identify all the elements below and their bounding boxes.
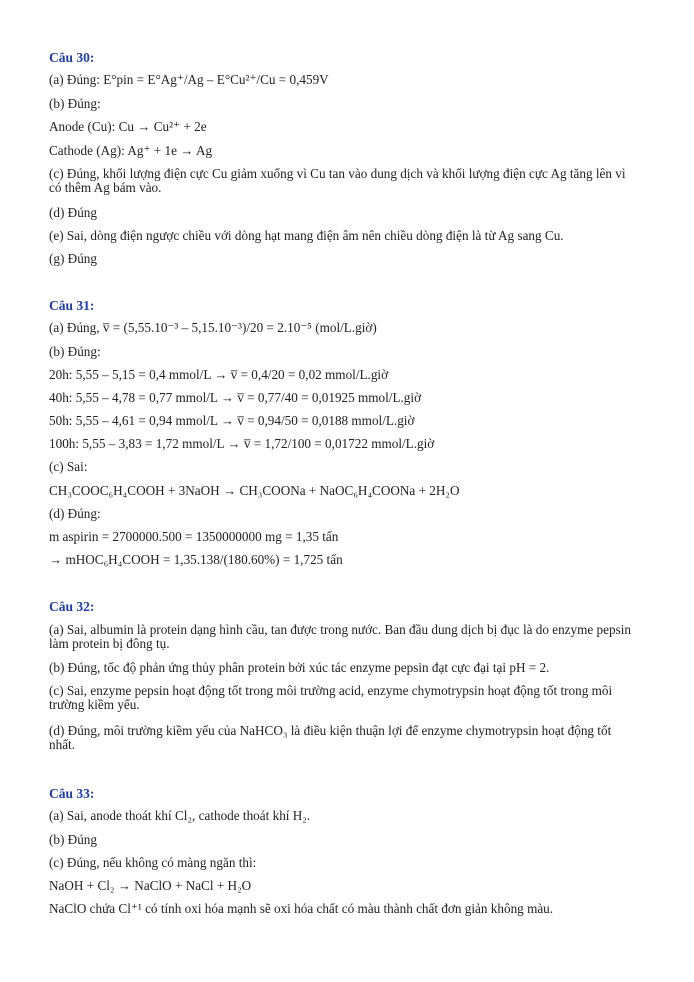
- q30-line-g: (g) Đúng: [49, 251, 97, 266]
- q30-line-a: (a) Đúng: E°pin = E°Ag⁺/Ag – E°Cu²⁺/Cu = 0,459V: [49, 72, 329, 87]
- q33-line-c: (c) Đúng, nếu không có màng ngăn thì:: [49, 855, 257, 870]
- q30-line-e: (e) Sai, dòng điện ngược chiều với dòng hạt mang điện âm nên chiều dòng điện là từ Ag sang Cu.: [49, 228, 564, 243]
- q33-line-b: (b) Đúng: [49, 832, 97, 847]
- q32-line-b: (b) Đúng, tốc độ phản ứng thủy phân protein bởi xúc tác enzyme pepsin đạt cực đại tại pH = 2.: [49, 660, 550, 675]
- q30-cathode: Cathode (Ag): Ag⁺ + 1e → Ag: [49, 143, 213, 158]
- q31-line-a: (a) Đúng, v̅ = (5,55.10⁻³ – 5,15.10⁻³)/20 = 2.10⁻⁵ (mol/L.giờ): [49, 320, 377, 335]
- q31-50h: 50h: 5,55 – 4,61 = 0,94 mmol/L → v̅ = 0,94/50 = 0,0188 mmol/L.giờ: [49, 413, 415, 428]
- q31-line-c: (c) Sai:: [49, 459, 88, 474]
- q33-line-a: (a) Sai, anode thoát khí Cl₂, cathode thoát khí H₂.: [49, 808, 311, 823]
- q30-anode: Anode (Cu): Cu → Cu²⁺ + 2e: [49, 119, 207, 134]
- q30-line-d: (d) Đúng: [49, 205, 97, 220]
- q31-100h: 100h: 5,55 – 3,83 = 1,72 mmol/L → v̅ = 1,72/100 = 0,01722 mmol/L.giờ: [49, 436, 435, 451]
- q32-line-a: (a) Sai, albumin là protein dạng hình cầu, tan được trong nước. Ban đầu dung dịch bị đục là do enzyme pepsin làm protein bị đông tụ.: [49, 622, 631, 651]
- q31-40h: 40h: 5,55 – 4,78 = 0,77 mmol/L → v̅ = 0,77/40 = 0,01925 mmol/L.giờ: [49, 390, 422, 405]
- q33-explanation: NaClO chứa Cl⁺¹ có tính oxi hóa mạnh sẽ oxi hóa chất có màu thành chất đơn giản không màu.: [49, 901, 554, 916]
- q30-line-b: (b) Đúng:: [49, 96, 101, 111]
- q31-line-d: (d) Đúng:: [49, 506, 101, 521]
- q30-line-c: (c) Đúng, khối lượng điện cực Cu giảm xuống vì Cu tan vào dung dịch và khối lượng điện cực Ag tăng lên vì có thêm Ag bám vào.: [49, 166, 626, 195]
- question-30-title: Câu 30:: [49, 50, 95, 65]
- q32-line-d: (d) Đúng, môi trường kiềm yếu của NaHCO₃ là điều kiện thuận lợi để enzyme chymotrypsin hoạt động tốt nhất.: [49, 723, 612, 752]
- q31-aspirin-mass: m aspirin = 2700000.500 = 1350000000 mg = 1,35 tấn: [49, 529, 339, 544]
- question-31-title: Câu 31:: [49, 298, 95, 313]
- q31-salicylic-mass: → mHOC₆H₄COOH = 1,35.138/(180.60%) = 1,725 tấn: [49, 552, 343, 567]
- q33-equation: NaOH + Cl₂ → NaClO + NaCl + H₂O: [49, 878, 252, 893]
- q31-20h: 20h: 5,55 – 5,15 = 0,4 mmol/L → v̅ = 0,4/20 = 0,02 mmol/L.giờ: [49, 367, 389, 382]
- q32-line-c: (c) Sai, enzyme pepsin hoạt động tốt trong môi trường acid, enzyme chymotrypsin hoạt động tốt trong môi trường kiềm yếu.: [49, 683, 613, 712]
- question-32-title: Câu 32:: [49, 599, 95, 614]
- q31-line-b: (b) Đúng:: [49, 344, 101, 359]
- q31-equation: CH₃COOC₆H₄COOH + 3NaOH → CH₃COONa + NaOC₆H₄COONa + 2H₂O: [49, 483, 460, 498]
- question-33-title: Câu 33:: [49, 786, 95, 801]
